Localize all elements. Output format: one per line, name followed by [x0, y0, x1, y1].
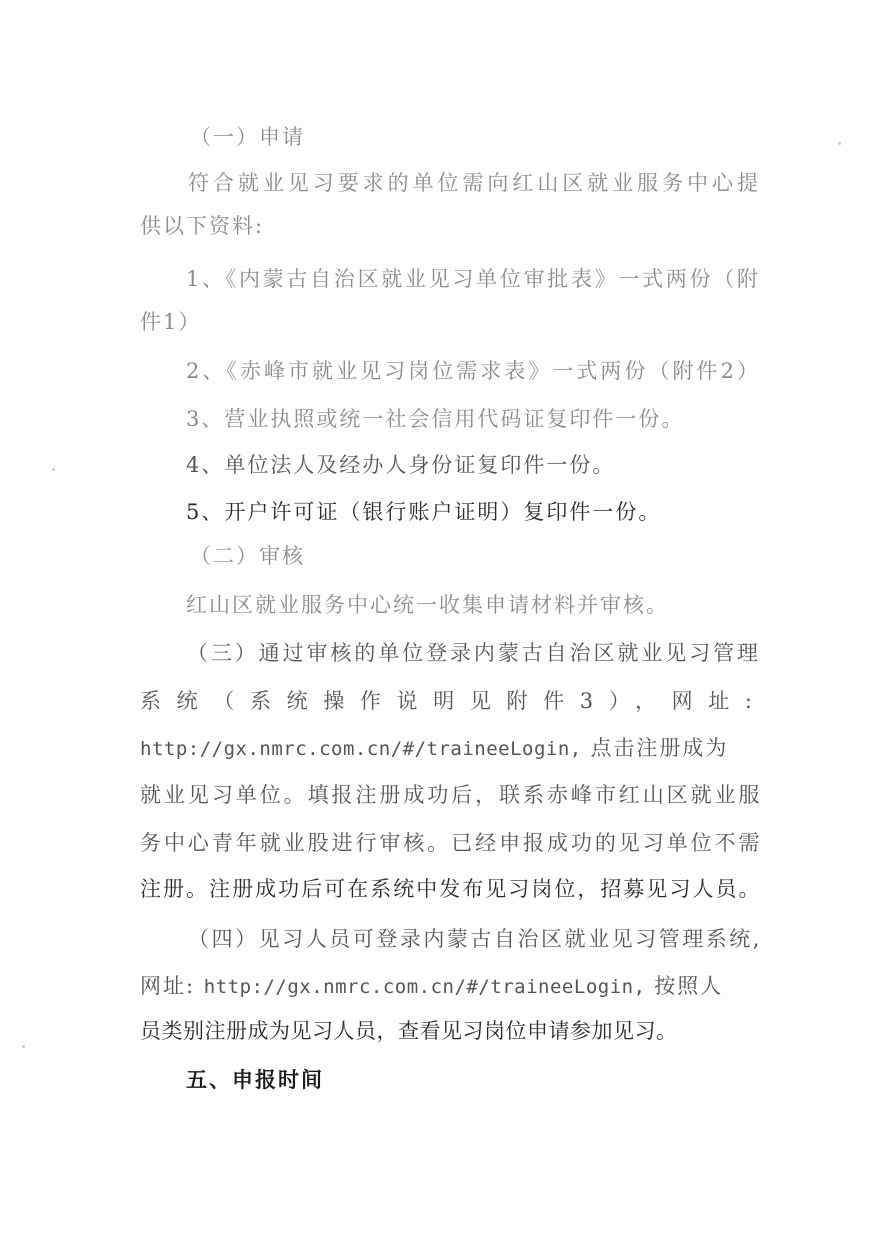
text-line: 就业见习单位。填报注册成功后，联系赤峰市红山区就业服	[140, 783, 760, 807]
text-line: 员类别注册成为见习人员，查看见习岗位申请参加见习。	[140, 1019, 678, 1043]
scan-speck	[22, 1045, 25, 1048]
unit-system-url: http://gx.nmrc.com.cn/#/traineeLogin,	[140, 738, 582, 760]
text-line: 五、申报时间	[186, 1067, 324, 1092]
text-line: （三）通过审核的单位登录内蒙古自治区就业见习管理	[186, 641, 760, 665]
text-line: 3、营业执照或统一社会信用代码证复印件一份。	[186, 407, 685, 431]
paragraph-line	[140, 162, 760, 205]
text-line: 网址:	[140, 974, 196, 998]
text-line: 系统（系统操作说明见附件3），网址:	[140, 689, 760, 713]
section-heading-time	[140, 1058, 760, 1101]
section-heading-register	[140, 632, 760, 675]
text-line: 务中心青年就业股进行审核。已经申报成功的见习单位不需	[140, 831, 760, 855]
paragraph-line	[140, 1010, 760, 1053]
scan-speck	[52, 468, 55, 471]
list-item-3	[140, 398, 760, 441]
list-item-2	[140, 350, 760, 393]
text-line: 5、开户许可证（银行账户证明）复印件一份。	[186, 500, 662, 524]
text-line: 2、《赤峰市就业见习岗位需求表》一式两份（附件2）	[186, 359, 760, 383]
text-line: 符合就业见习要求的单位需向红山区就业服务中心提	[186, 171, 760, 195]
section-heading-apply	[140, 116, 760, 159]
paragraph-line-url	[140, 965, 760, 1009]
paragraph-line-url	[140, 727, 760, 771]
paragraph-line	[140, 822, 760, 865]
paragraph-line	[140, 205, 760, 248]
scan-speck	[838, 142, 841, 145]
text-line: 4、单位法人及经办人身份证复印件一份。	[186, 453, 616, 477]
section-heading-review	[140, 535, 760, 578]
paragraph-line	[140, 584, 760, 627]
text-line: 件1）	[140, 310, 202, 334]
list-item-4	[140, 444, 760, 487]
text-line: 按照人	[654, 974, 724, 998]
paragraph-line	[140, 868, 760, 911]
paragraph-line	[140, 680, 760, 723]
paragraph-line	[140, 774, 760, 817]
text-line: 1、《内蒙古自治区就业见习单位审批表》一式两份（附	[186, 267, 760, 291]
list-item-5	[140, 491, 760, 534]
text-line: （四）见习人员可登录内蒙古自治区就业见习管理系统,	[186, 927, 760, 951]
text-line: 供以下资料:	[140, 214, 265, 238]
text-line: （二）审核	[190, 544, 305, 568]
list-item-1-cont	[140, 301, 760, 344]
text-line: 红山区就业服务中心统一收集申请材料并审核。	[186, 593, 669, 617]
text-line: 注册。注册成功后可在系统中发布见习岗位，招募见习人员。	[140, 877, 760, 901]
text-line: 点击注册成为	[590, 736, 729, 760]
text-line: （一）申请	[190, 125, 305, 149]
trainee-system-url: http://gx.nmrc.com.cn/#/traineeLogin,	[203, 976, 646, 998]
list-item-1	[140, 258, 760, 301]
section-heading-trainee	[140, 918, 760, 961]
